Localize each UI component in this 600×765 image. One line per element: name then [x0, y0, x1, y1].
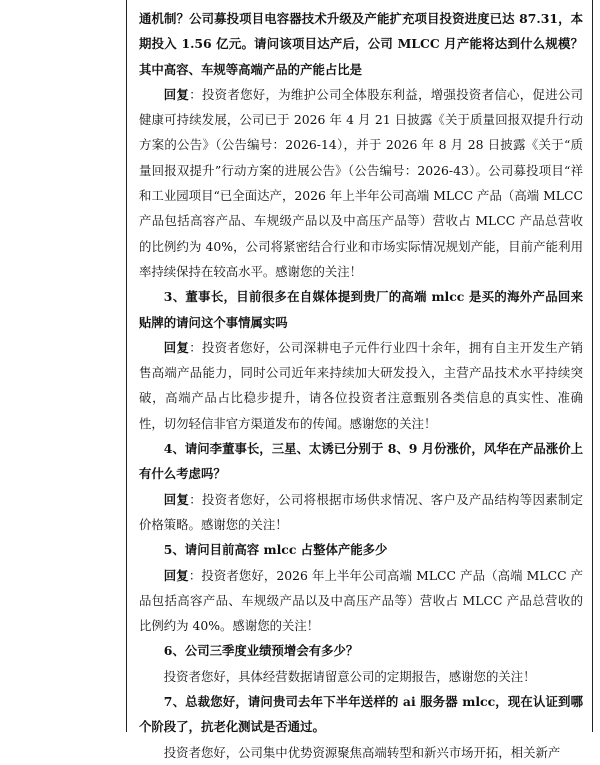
answer-7-partial: 投资者您好，公司集中优势资源聚焦高端转型和新兴市场开拓，相关新产: [163, 744, 561, 760]
question-5: 5、请问目前高容 mlcc 占整体产能多少: [163, 542, 388, 558]
answer-3: 回复：投资者您好，公司深耕电子元件行业四十余年，拥有自主开发生产销售高端产品能力，同时公司近年来持续加大研发投入，主营产品技术水平持续突破，高端产品占比稳步提升，请各位投资者注意甄别各类信息的真实性、准确性，切勿轻信非官方渠道发布的传闻。感谢您的关注！: [139, 339, 584, 431]
question-6: 6、公司三季度业绩预增会有多少？: [163, 643, 359, 659]
answer-6: 投资者您好，具体经营数据请留意公司的定期报告，感谢您的关注！: [163, 668, 536, 684]
question-1-continued: 通机制？公司募投项目电容器技术升级及产能扩充项目投资进度已达 87.31，本期投入 1.56 亿元。请问该项目达产后，公司 MLCC 月产能将达到什么规模？其中高容、车规等高端产品的产能占比是: [139, 11, 583, 77]
qa-content: [139, 6, 583, 765]
answer-4: 回复：投资者您好，公司将根据市场供求情况、客户及产品结构等因素制定价格策略。感谢您的关注！: [139, 491, 584, 532]
answer-5: 回复：投资者您好，2026 年上半年公司高端 MLCC 产品（高端 MLCC 产品包括高容产品、车规级产品以及中高压产品等）营收占 MLCC 产品总营收的比例约为 40%。感谢您的关注！: [139, 567, 584, 634]
answer-1: 回复：投资者您好，为维护公司全体股东利益，增强投资者信心，促进公司健康可持续发展，公司已于 2026 年 4 月 21 日披露《关于质量回报双提升行动方案的公告》（公告编号：2026-14），并于 2026 年 8 月 28 日披露《关于“质量回报双提升”行动方案的进展公告》（公告编号：2026-43）。公司募投项目“祥和工业园项目“已全面达产，2026 年上半年公司高端 MLCC 产品（高端 MLCC 产品包括高容产品、车规级产品以及中高压产品等）营收占 MLCC 产品总营收的比例约为 40%，公司将紧密结合行业和市场实际情况规划产能，目前产能利用率持续保持在较高水平。感谢您的关注！: [139, 86, 584, 279]
question-3: 3、董事长，目前很多在自媒体提到贵厂的高端 mlcc 是买的海外产品回来贴牌的请问这个事情属实吗: [139, 289, 583, 330]
question-7: 7、总裁您好，请问贵司去年下半年送样的 ai 服务器 mlcc，现在认证到哪个阶段了，抗老化测试是否通过。: [139, 694, 583, 735]
question-4: 4、请问李董事长，三星、太诱已分别于 8、9 月份涨价，风华在产品涨价上有什么考虑吗？: [139, 441, 583, 482]
table-border-right: [592, 0, 593, 732]
table-border-left: [126, 0, 127, 732]
